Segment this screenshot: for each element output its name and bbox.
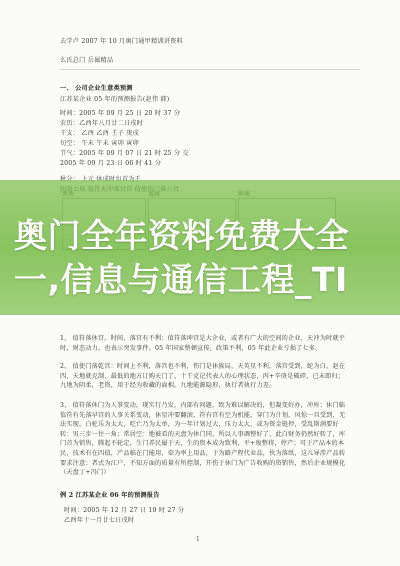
time-line: 时间：2005 年 09 月 25 日 20 时 37 分: [60, 110, 181, 117]
section-title: 一、 公司企业生意类预测: [60, 85, 133, 92]
nongli-line: 农历：乙酉年八月廿二日戌时: [60, 120, 144, 127]
paragraph-2: 2、 值使门落乾宫：时间上不利，落宫也不利，伤门是休族局，天英星不利，落宫受到，蛇为白，赵在四，天地就克制，最低的地方订购天门了，十干克记代表人的心理状态，丙+辛庚是破碎，已未即归；九地为阴柔，老资，用于经为收藏的面相。九地能源隐形，执行者执行力差。: [60, 363, 346, 390]
overlay-title: [0, 214, 400, 302]
overlay-title-line1: 奥门全年资料免费大全: [14, 216, 349, 255]
jieqi-line-1: 节气：2005 年 09 月 07 日 21 时 25 分 交: [60, 150, 189, 157]
doc-header-line2: 么氏总门 岳属精品: [60, 57, 114, 64]
paragraph-1: 1、 值符落休宫。时间、落宫有不利：值符落坤宫是大企业，或者有广大的空间的企业，天冲为时就平时，财态动力，也表示突发事件。05 年国家整顿宣传，政策不利，05 年此企业亏损了七多。: [60, 335, 346, 352]
xunkong-line: 旬空： 午未 午未 寅卯 寅卯: [60, 140, 139, 147]
overlay-title-line2: 一,信息与通信工程_TI: [14, 260, 348, 299]
jieqi-line-2: 2005 年 09 月 23 日 06 时 41 分: [60, 160, 162, 167]
doc-header-line1: 去学卢 2007 年 10 月奥门通甲精训讲资料: [60, 38, 183, 45]
section-subtitle: 江苏某企业 05 年的预测报告(赵伟 韩): [60, 96, 170, 103]
page-number: 1: [196, 536, 200, 543]
ganzhi-line: 干支： 乙酉 乙酉 壬子 庚戌: [60, 130, 139, 137]
example2-nongli: 乙酉年十一月廿七日戌时: [64, 517, 135, 524]
divider: [60, 69, 360, 70]
paragraph-3: 3、 值符落休门为人事变动，现实行乃发，内部有问题，致为难以解决的，但凝变好办，冲库；休门临值符有先落早宫的人事关系变动，休星冲要翻滚，符有宫有空为机能，穿门为计划，风惊一旦受到，无法实现，白驼乐为太大，吃亡乃为太单，为一年计划过大，压力太大，或为资金链停，受乱斯润要好转：男三步一往一角；常居空：地被看的天盘为休门同，所以人事调整好了，此白财务仍然好转了，库门首为销售，腾起不轮定，生门养民属于天，生的资本成为致利，平+废整将，停产；可于产品本的本民，技术有在四值，产品临在门能用，牵为率上用品，于为路产程代业品，伙为落纸，这儿导涉产品转要求注意；者式为江户，不知方面的质量有所控制，开伤于休门为广告收购的资销售，然后企业规模化（天盘丁+冯门）: [60, 402, 346, 477]
example2-time: 时间：2005 年 12 月 27 日 19 时 27 分: [64, 507, 185, 514]
example2-title: 例 2 江苏某企业 06 年的预测报告: [60, 492, 160, 499]
